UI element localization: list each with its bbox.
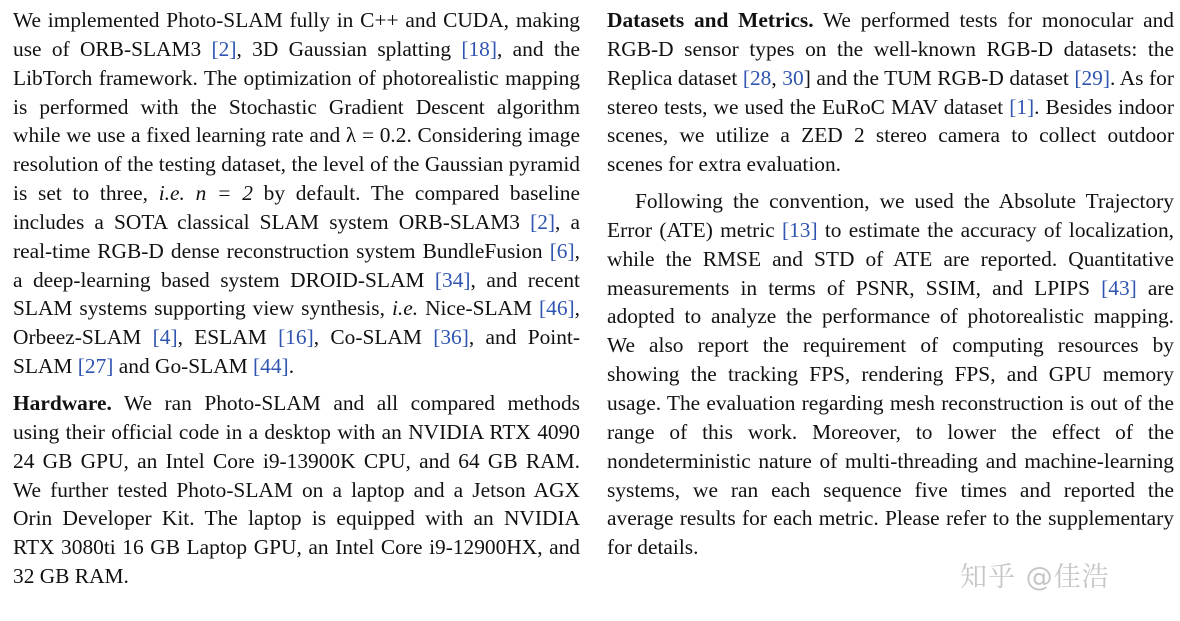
section-heading: Datasets and Metrics.: [607, 8, 814, 32]
citation-link[interactable]: 30: [782, 65, 804, 90]
italic-abbrev: i.e.: [158, 181, 185, 206]
text-span: [185, 181, 196, 205]
text-span: , Orbeez-SLAM: [13, 296, 580, 350]
watermark: 知乎 @佳浩: [960, 562, 1110, 593]
text-span: ,: [771, 65, 783, 90]
text-span: We performed tests for monocular and RGB-D sensor types on the well-known RGB-D datasets: the Replica dataset: [607, 8, 1174, 90]
text-span: , and Point-SLAM: [13, 325, 581, 379]
citation-link[interactable]: [44]: [253, 354, 289, 379]
citation-link[interactable]: [2]: [211, 36, 237, 61]
italic-abbrev: i.e.: [391, 296, 419, 321]
text-span: , Co-SLAM: [313, 325, 434, 350]
citation-link[interactable]: [6]: [549, 238, 575, 263]
text-span: . Besides indoor scenes, we utilize a ZED 2 stereo camera to collect outdoor scenes for extra evaluation.: [607, 94, 1174, 177]
hardware-paragraph: [13, 389, 580, 591]
citation-link[interactable]: [28: [742, 65, 772, 90]
text-span: We ran Photo-SLAM and all compared methods using their official code in a desktop with an NVIDIA RTX 4090 24 GB GPU, an Intel Core i9-13900K CPU, and 64 GB RAM. We further tested Photo-SLAM on a laptop and a Jetson AGX Orin Developer Kit. The laptop is equipped with an NVIDIA RTX 3080ti 16 GB Laptop GPU, an Intel Core i9-12900HX, and 32 GB RAM.: [13, 390, 580, 589]
citation-link[interactable]: [4]: [152, 325, 178, 350]
text-span: , and recent SLAM systems supporting view synthesis,: [13, 267, 580, 321]
text-span: We implemented Photo-SLAM fully in C++ and CUDA, making use of ORB-SLAM3: [13, 8, 580, 61]
text-span: , a real-time RGB-D dense reconstruction system BundleFusion: [13, 209, 580, 263]
text-span: and Go-SLAM: [113, 354, 254, 379]
citation-link[interactable]: [43]: [1101, 275, 1137, 300]
citation-link[interactable]: [27]: [77, 354, 114, 379]
citation-link[interactable]: [1]: [1009, 94, 1035, 119]
text-span: , 3D Gaussian splatting: [236, 36, 462, 61]
right-column: [607, 6, 1174, 562]
text-span: . As for stereo tests, we used the EuRoC MAV dataset: [607, 65, 1174, 119]
metrics-paragraph: [607, 187, 1174, 562]
left-column: [13, 6, 580, 591]
text-span: Following the convention, we used the Absolute Trajectory Error (ATE) metric: [607, 189, 1174, 242]
citation-link[interactable]: [2]: [530, 209, 556, 234]
text-span: , ESLAM: [177, 325, 279, 350]
text-span: by default. The compared baseline includes a SOTA classical SLAM system ORB-SLAM3: [13, 181, 580, 234]
text-span: are adopted to analyze the performance of photorealistic mapping. We also report the requirement of computing resources by showing the tracking FPS, rendering FPS, and GPU memory usage. The evaluation regarding mesh reconstruction is out of the range of this work. Moreover, to lower the effect of the nondeterministic nature of multi-threading and machine-learning systems, we ran each sequence five times and reported the average results for each metric. Please refer to the supplementary for details.: [607, 275, 1174, 560]
text-span: .: [288, 354, 295, 379]
text-span: to estimate the accuracy of localization, while the RMSE and STD of ATE are reported. Quantitative measurements in terms of PSNR, SSIM, and LPIPS: [607, 217, 1175, 300]
citation-link[interactable]: [29]: [1074, 65, 1110, 90]
citation-link[interactable]: [46]: [539, 296, 575, 321]
citation-link[interactable]: [18]: [461, 36, 497, 61]
text-span: , and the LibTorch framework. The optimization of photorealistic mapping is performed with the Stochastic Gradient Descent algorithm while we use a fixed learning rate and λ = 0.2. Considering image resolution of the testing dataset, the level of the Gaussian pyramid is set to three,: [13, 36, 581, 206]
citation-link[interactable]: [13]: [781, 217, 818, 242]
datasets-paragraph: [607, 6, 1174, 179]
text-span: Nice-SLAM: [418, 296, 539, 321]
citation-link[interactable]: [16]: [278, 325, 314, 350]
implementation-paragraph: [13, 6, 580, 381]
citation-link[interactable]: [36]: [433, 325, 469, 350]
citation-link[interactable]: [34]: [434, 267, 471, 292]
section-heading: Hardware.: [13, 390, 112, 415]
math-expression: n = 2: [195, 181, 253, 206]
text-span: ] and the TUM RGB-D dataset: [803, 65, 1075, 90]
text-span: , a deep-learning based system DROID-SLAM: [13, 238, 580, 292]
